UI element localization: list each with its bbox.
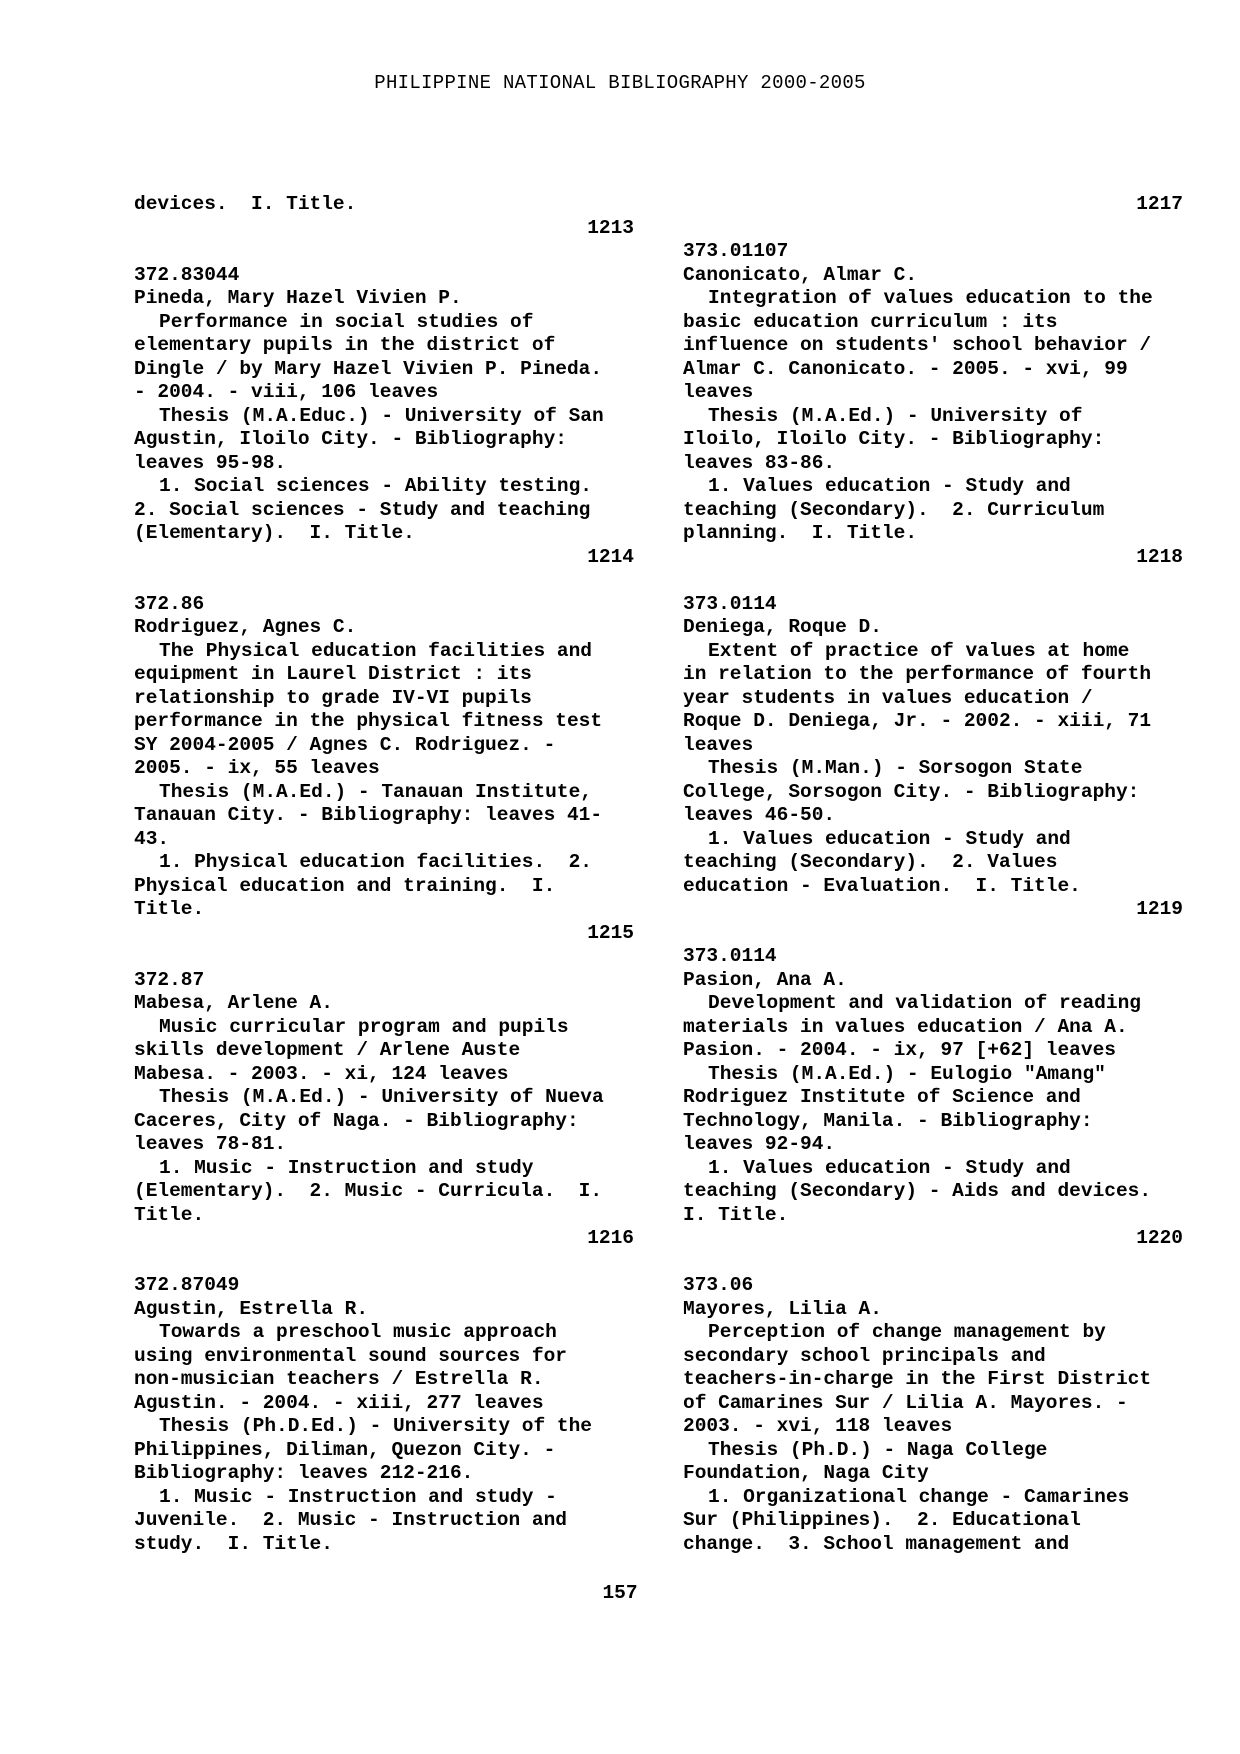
text-line: Thesis (M.A.Ed.) - Tanauan Institute, [159, 780, 592, 803]
entry-number: 1215 [587, 921, 634, 944]
text-line: 373.0114 [683, 945, 777, 967]
blank-line [134, 945, 634, 969]
text-line: leaves [683, 381, 754, 403]
entry-number: 1218 [1136, 545, 1183, 568]
text-line: Thesis (Ph.D.) - Naga College [708, 1438, 1048, 1461]
text-line: Technology, Manila. - Bibliography: [683, 1109, 1093, 1132]
left-column [134, 193, 634, 1556]
text-line: Thesis (M.A.Ed.) - University of [708, 404, 1083, 427]
text-line: 2003. - xvi, 118 leaves [683, 1415, 953, 1437]
text-line: (Elementary). 2. Music - Curricula. I. [134, 1180, 603, 1202]
text-line: Deniega, Roque D. [683, 616, 882, 638]
text-line: Mayores, Lilia A. [683, 1297, 882, 1320]
text-line: Iloilo, Iloilo City. - Bibliography: [683, 428, 1105, 450]
text-line: teachers-in-charge in the First District [683, 1368, 1152, 1390]
text-line: 2. Social sciences - Study and teaching [134, 498, 591, 521]
text-line: education - Evaluation. I. Title. [683, 874, 1081, 897]
text-line: Dingle / by Mary Hazel Vivien P. Pineda. [134, 357, 603, 380]
text-line: 373.01107 [683, 240, 789, 262]
text-line: Philippines, Diliman, Quezon City. - [134, 1438, 556, 1461]
text-line: Almar C. Canonicato. - 2005. - xvi, 99 [683, 357, 1128, 380]
text-line: 1. Physical education facilities. 2. [159, 851, 592, 873]
text-line: Title. [134, 898, 205, 920]
text-line: leaves 46-50. [683, 804, 836, 826]
text-line: leaves 92-94. [683, 1133, 836, 1155]
text-line: Rodriguez Institute of Science and [683, 1086, 1081, 1108]
entry-number: 1219 [1136, 898, 1183, 920]
text-line: Physical education and training. I. [134, 874, 556, 897]
text-line: 373.0114 [683, 592, 777, 615]
text-line: year students in values education / [683, 686, 1093, 709]
blank-line [683, 217, 1183, 241]
text-line: 1. Music - Instruction and study [159, 1156, 534, 1179]
text-line: study. I. Title. [134, 1532, 333, 1555]
text-line: Tanauan City. - Bibliography: leaves 41- [134, 804, 603, 826]
blank-line [134, 1251, 634, 1275]
text-line: Pasion, Ana A. [683, 968, 847, 991]
text-line: Thesis (M.A.Ed.) - Eulogio "Amang" [708, 1062, 1106, 1085]
text-line: leaves 95-98. [134, 451, 287, 474]
text-line: Towards a preschool music approach [159, 1321, 557, 1343]
page-number: 157 [602, 1582, 638, 1604]
entry-number: 1216 [587, 1227, 634, 1249]
blank-line [134, 569, 634, 593]
blank-line [683, 569, 1183, 593]
text-line: using environmental sound sources for [134, 1344, 567, 1367]
text-line: Pasion. - 2004. - ix, 97 [+62] leaves [683, 1039, 1116, 1061]
text-line: Perception of change management by [708, 1321, 1106, 1343]
text-line: non-musician teachers / Estrella R. [134, 1368, 544, 1390]
text-line: Title. [134, 1203, 205, 1226]
blank-line [683, 1251, 1183, 1275]
text-line: Juvenile. 2. Music - Instruction and [134, 1509, 567, 1531]
text-line: Integration of values education to the [708, 287, 1153, 309]
text-line: 1. Organizational change - Camarines [708, 1485, 1130, 1508]
text-line: leaves 83-86. [683, 451, 836, 474]
text-line: basic education curriculum : its [683, 310, 1058, 333]
text-line: Thesis (M.A.Ed.) - University of Nueva [159, 1086, 604, 1108]
entry-number: 1214 [587, 545, 634, 568]
text-line: 372.86 [134, 592, 205, 615]
text-line: Mabesa. - 2003. - xi, 124 leaves [134, 1062, 509, 1085]
text-line: teaching (Secondary) - Aids and devices. [683, 1180, 1152, 1202]
text-line: Sur (Philippines). 2. Educational [683, 1509, 1081, 1531]
entry-number: 1213 [587, 216, 634, 239]
text-line: I. Title. [683, 1203, 789, 1226]
text-line: skills development / Arlene Auste [134, 1039, 521, 1061]
text-line: 372.87049 [134, 1274, 240, 1296]
text-line: (Elementary). I. Title. [134, 522, 415, 544]
text-line: 43. [134, 827, 170, 850]
text-line: devices. I. Title. [134, 193, 357, 215]
text-line: equipment in Laurel District : its [134, 663, 532, 685]
text-line: Music curricular program and pupils [159, 1015, 569, 1038]
text-line: materials in values education / Ana A. [683, 1015, 1128, 1038]
text-line: secondary school principals and [683, 1344, 1046, 1367]
page-header: PHILIPPINE NATIONAL BIBLIOGRAPHY 2000-2005 [374, 72, 866, 94]
blank-line [683, 922, 1183, 946]
text-line: leaves 78-81. [134, 1133, 287, 1155]
text-line: Canonicato, Almar C. [683, 263, 918, 286]
text-line: Mabesa, Arlene A. [134, 992, 333, 1014]
text-line: Development and validation of reading [708, 992, 1141, 1014]
text-line: Performance in social studies of [159, 310, 534, 333]
text-line: performance in the physical fitness test [134, 710, 603, 732]
text-line: SY 2004-2005 / Agnes C. Rodriguez. - [134, 733, 556, 756]
text-line: - 2004. - viii, 106 leaves [134, 381, 439, 403]
text-line: Thesis (M.Man.) - Sorsogon State [708, 757, 1083, 779]
text-line: 2005. - ix, 55 leaves [134, 757, 380, 779]
text-line: 1. Music - Instruction and study - [159, 1485, 557, 1508]
blank-line [134, 240, 634, 264]
text-line: teaching (Secondary). 2. Values [683, 851, 1058, 873]
text-line: planning. I. Title. [683, 522, 918, 544]
text-line: of Camarines Sur / Lilia A. Mayores. - [683, 1391, 1128, 1414]
text-line: teaching (Secondary). 2. Curriculum [683, 498, 1105, 521]
text-line: 372.87 [134, 968, 205, 991]
text-line: 1. Social sciences - Ability testing. [159, 475, 592, 497]
text-line: in relation to the performance of fourth [683, 663, 1152, 685]
entry-number: 1220 [1136, 1227, 1183, 1249]
text-line: 1. Values education - Study and [708, 1156, 1071, 1179]
entry-number: 1217 [1136, 193, 1183, 215]
text-line: influence on students' school behavior / [683, 334, 1152, 356]
text-line: Agustin, Iloilo City. - Bibliography: [134, 428, 567, 450]
text-line: Pineda, Mary Hazel Vivien P. [134, 287, 462, 309]
text-line: leaves [683, 733, 754, 756]
text-line: College, Sorsogon City. - Bibliography: [683, 780, 1140, 803]
text-line: Bibliography: leaves 212-216. [134, 1462, 474, 1484]
text-line: 373.06 [683, 1274, 754, 1296]
text-line: Thesis (M.A.Educ.) - University of San [159, 404, 604, 427]
text-line: Agustin, Estrella R. [134, 1297, 369, 1320]
text-line: Rodriguez, Agnes C. [134, 616, 357, 638]
text-line: Extent of practice of values at home [708, 639, 1130, 662]
text-line: 372.83044 [134, 263, 240, 286]
text-line: Thesis (Ph.D.Ed.) - University of the [159, 1415, 592, 1437]
text-line: Caceres, City of Naga. - Bibliography: [134, 1109, 579, 1132]
text-line: The Physical education facilities and [159, 639, 592, 662]
text-line: 1. Values education - Study and [708, 475, 1071, 497]
text-line: 1. Values education - Study and [708, 827, 1071, 850]
text-line: relationship to grade IV-VI pupils [134, 686, 532, 709]
text-line: elementary pupils in the district of [134, 334, 556, 356]
right-column [683, 193, 1183, 1556]
text-line: change. 3. School management and [683, 1532, 1070, 1555]
text-line: Agustin. - 2004. - xiii, 277 leaves [134, 1391, 544, 1414]
text-line: Foundation, Naga City [683, 1462, 929, 1484]
text-line: Roque D. Deniega, Jr. - 2002. - xiii, 71 [683, 710, 1152, 732]
